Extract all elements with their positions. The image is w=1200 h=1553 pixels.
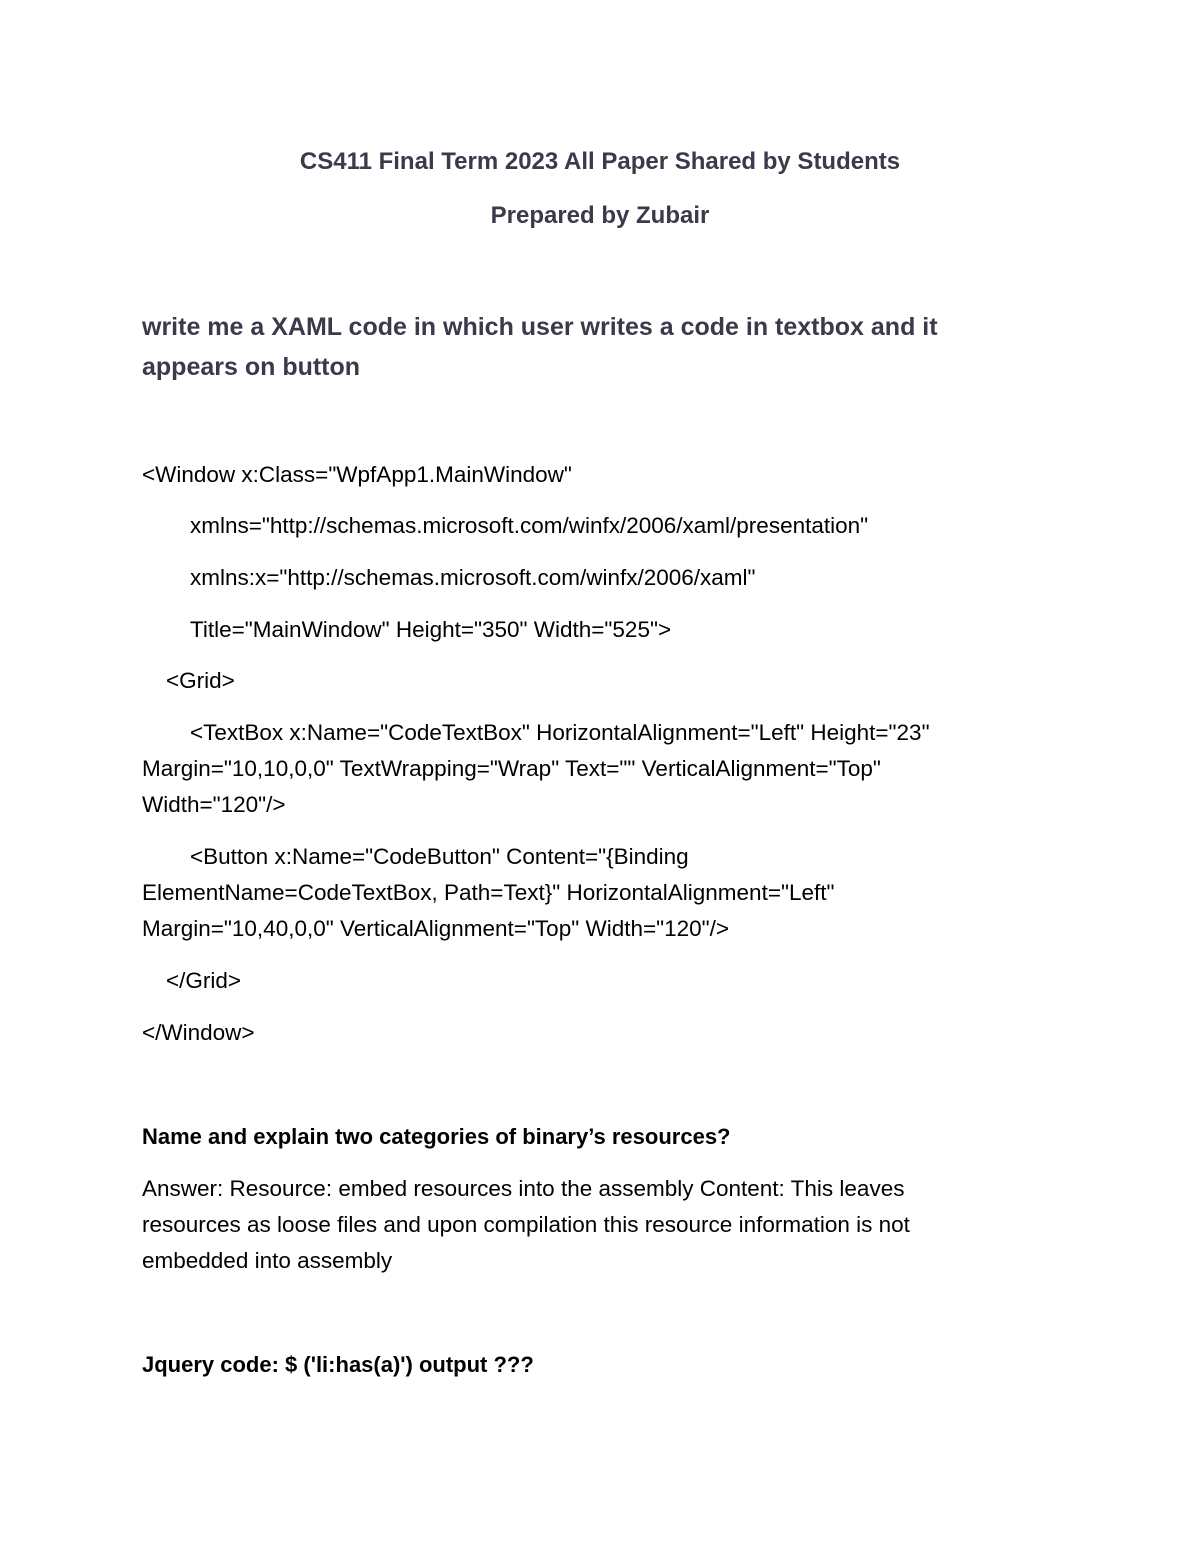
code-line: <Window x:Class="WpfApp1.MainWindow" [142, 462, 572, 487]
answer-line: embedded into assembly [142, 1248, 393, 1273]
question-1-prompt-line: write me a XAML code in which user writes a code in textbox and it [142, 313, 938, 341]
code-line: xmlns:x="http://schemas.microsoft.com/winfx/2006/xaml" [190, 565, 756, 590]
code-line: Width="120"/> [142, 792, 286, 817]
code-line: ElementName=CodeTextBox, Path=Text}" HorizontalAlignment="Left" [142, 880, 835, 905]
document-title: CS411 Final Term 2023 All Paper Shared by Students [299, 148, 901, 175]
document-subtitle: Prepared by Zubair [490, 202, 710, 229]
code-line: <TextBox x:Name="CodeTextBox" HorizontalAlignment="Left" Height="23" [190, 720, 930, 745]
code-line: Margin="10,40,0,0" VerticalAlignment="Top" Width="120"/> [142, 916, 730, 941]
code-line: Title="MainWindow" Height="350" Width="525"> [190, 617, 672, 642]
answer-line: Answer: Resource: embed resources into the assembly Content: This leaves [142, 1176, 905, 1201]
question-3-prompt: Jquery code: $ ('li:has(a)') output ??? [142, 1352, 534, 1377]
code-line: xmlns="http://schemas.microsoft.com/winfx/2006/xaml/presentation" [190, 513, 869, 538]
question-1-prompt-line: appears on button [142, 353, 361, 381]
code-line: </Grid> [166, 968, 242, 993]
code-line: Margin="10,10,0,0" TextWrapping="Wrap" Text="" VerticalAlignment="Top" [142, 756, 881, 781]
code-line: </Window> [142, 1020, 255, 1045]
question-2-prompt: Name and explain two categories of binary’s resources? [142, 1124, 731, 1149]
answer-line: resources as loose files and upon compilation this resource information is not [142, 1212, 910, 1237]
code-line: <Grid> [166, 668, 235, 693]
code-line: <Button x:Name="CodeButton" Content="{Binding [190, 844, 689, 869]
